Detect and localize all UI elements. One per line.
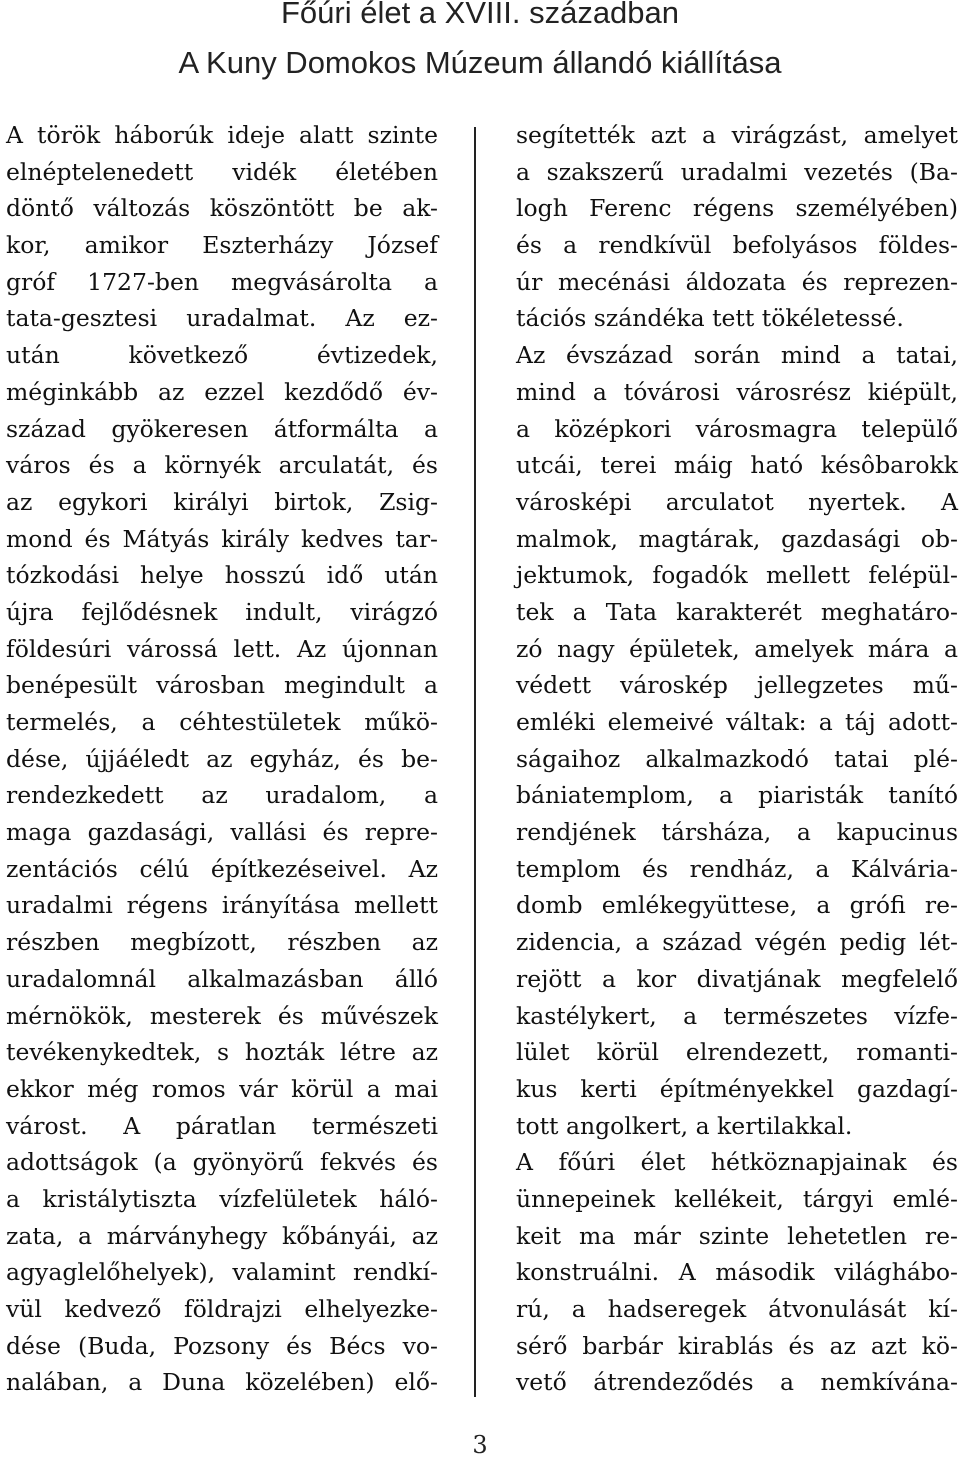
text-line: zentációs célú építkezéseivel. Az bbox=[6, 854, 438, 883]
text-line: rendjének társháza, a kapucinus bbox=[516, 818, 958, 847]
text-line: maga gazdasági, vallási és repre- bbox=[6, 818, 438, 847]
text-line: tek a Tata karakterét meghatáro- bbox=[516, 597, 958, 626]
text-line: segítették azt a virágzást, amelyet bbox=[516, 121, 958, 149]
text-line: méginkább az ezzel kezdődő év- bbox=[6, 377, 438, 406]
text-line: kor, amikor Eszterházy József bbox=[6, 231, 438, 260]
text-line: a kristálytiszta vízfelületek háló- bbox=[6, 1184, 438, 1213]
text-line: lület körül elrendezett, romanti- bbox=[516, 1038, 958, 1067]
text-line: domb emlékegyüttese, a grófi re- bbox=[516, 891, 958, 920]
text-line: és a rendkívül befolyásos földes- bbox=[516, 231, 958, 260]
text-line: ünnepeinek kellékeit, tárgyi emlé- bbox=[516, 1184, 958, 1213]
text-line: tata-gesztesi uradalmat. Az ez- bbox=[6, 304, 438, 333]
text-line: tevékenykedtek, s hozták létre az bbox=[6, 1038, 438, 1067]
text-line: ságaihoz alkalmazkodó tatai plé- bbox=[516, 744, 958, 773]
text-line: templom és rendház, a Kálvária- bbox=[516, 854, 958, 883]
text-line: vül kedvező földrajzi elhelyezke- bbox=[6, 1295, 438, 1323]
text-line: gróf 1727-ben megvásárolta a bbox=[6, 267, 438, 296]
text-line: század gyökeresen átformálta a bbox=[6, 414, 438, 443]
text-line: vető átrendeződés a nemkívána- bbox=[516, 1368, 958, 1397]
text-line: malmok, magtárak, gazdasági ob- bbox=[516, 524, 958, 553]
text-line: az egykori királyi birtok, Zsig- bbox=[6, 487, 438, 516]
text-line: dése (Buda, Pozsony és Bécs vo- bbox=[6, 1331, 438, 1360]
text-line: nalában, a Duna közelében) elő- bbox=[6, 1368, 438, 1397]
text-line: keit ma már szinte lehetetlen re- bbox=[516, 1221, 958, 1250]
text-line: úr mecénási áldozata és reprezen- bbox=[516, 267, 958, 296]
text-line: ekkor még romos vár körül a mai bbox=[6, 1074, 438, 1103]
text-line: uradalmi régens irányítása mellett bbox=[6, 891, 438, 920]
text-line: utcái, terei máig ható késôbarokk bbox=[516, 451, 958, 480]
text-line: kastélykert, a természetes vízfe- bbox=[516, 1001, 958, 1030]
left-column bbox=[6, 117, 438, 1401]
text-line: emléki elemeivé váltak: a táj adott- bbox=[516, 708, 958, 736]
text-line: részben megbízott, részben az bbox=[6, 928, 438, 957]
text-line: újra fejlődésnek indult, virágzó bbox=[6, 597, 438, 626]
text-line: város és a környék arculatát, és bbox=[6, 451, 438, 480]
text-line: A török háborúk ideje alatt szinte bbox=[6, 121, 438, 149]
text-line: várost. A páratlan természeti bbox=[6, 1111, 438, 1140]
text-line: benépesült városban megindult a bbox=[6, 671, 438, 700]
text-line: tációs szándéka tett tökéletessé. bbox=[516, 304, 904, 333]
text-line: tott angolkert, a kertilakkal. bbox=[516, 1111, 853, 1140]
text-line: zidencia, a század végén pedig lét- bbox=[516, 928, 958, 957]
right-column bbox=[516, 117, 958, 1401]
text-line: rejött a kor divatjának megfelelő bbox=[516, 964, 958, 993]
text-line: zó nagy épületek, amelyek mára a bbox=[516, 634, 958, 663]
text-line: zata, a márványhegy kőbányái, az bbox=[6, 1221, 438, 1250]
page-number: 3 bbox=[472, 1431, 488, 1459]
text-line: uradalomnál alkalmazásban álló bbox=[6, 964, 438, 993]
text-line: bániatemplom, a piaristák tanító bbox=[516, 781, 958, 810]
text-line: rú, a hadseregek átvonulását kí- bbox=[516, 1295, 958, 1323]
page-title: Főúri élet a XVIII. században bbox=[280, 0, 680, 30]
text-line: földesúri várossá lett. Az újonnan bbox=[6, 634, 438, 663]
text-line: konstruálni. A második világhábo- bbox=[516, 1258, 958, 1287]
text-line: agyaglelőhelyek), valamint rendkí- bbox=[6, 1258, 438, 1287]
text-line: mind a tóvárosi városrész kiépült, bbox=[516, 377, 958, 406]
text-line: termelés, a céhtestületek műkö- bbox=[6, 708, 438, 736]
text-line: Az évszázad során mind a tatai, bbox=[516, 341, 958, 370]
text-line: sérő barbár kirablás és az azt kö- bbox=[516, 1331, 958, 1360]
text-line: dése, újjáéledt az egyház, és be- bbox=[6, 744, 438, 773]
column-divider bbox=[474, 127, 476, 1397]
text-line: adottságok (a gyönyörű fekvés és bbox=[6, 1148, 438, 1177]
text-line: védett városkép jellegzetes mű- bbox=[516, 671, 958, 700]
text-line: a szakszerű uradalmi vezetés (Ba- bbox=[516, 157, 958, 186]
text-line: jektumok, fogadók mellett felépül- bbox=[516, 561, 958, 590]
text-line: logh Ferenc régens személyében) bbox=[516, 194, 958, 223]
text-line: döntő változás köszöntött be ak- bbox=[6, 194, 438, 223]
page-subtitle: A Kuny Domokos Múzeum állandó kiállítása bbox=[178, 45, 782, 80]
text-line: mond és Mátyás király kedves tar- bbox=[6, 524, 438, 553]
text-line: városképi arculatot nyertek. A bbox=[516, 487, 958, 516]
text-line: tózkodási helye hosszú idő után bbox=[6, 561, 438, 590]
text-line: után következő évtizedek, bbox=[6, 341, 438, 370]
text-line: kus kerti építményekkel gazdagí- bbox=[516, 1074, 958, 1103]
text-line: rendezkedett az uradalom, a bbox=[6, 781, 438, 810]
text-line: elnéptelenedett vidék életében bbox=[6, 157, 438, 186]
text-line: mérnökök, mesterek és művészek bbox=[6, 1001, 438, 1030]
text-line: a középkori városmagra települő bbox=[516, 414, 958, 443]
text-line: A főúri élet hétköznapjainak és bbox=[516, 1148, 958, 1177]
